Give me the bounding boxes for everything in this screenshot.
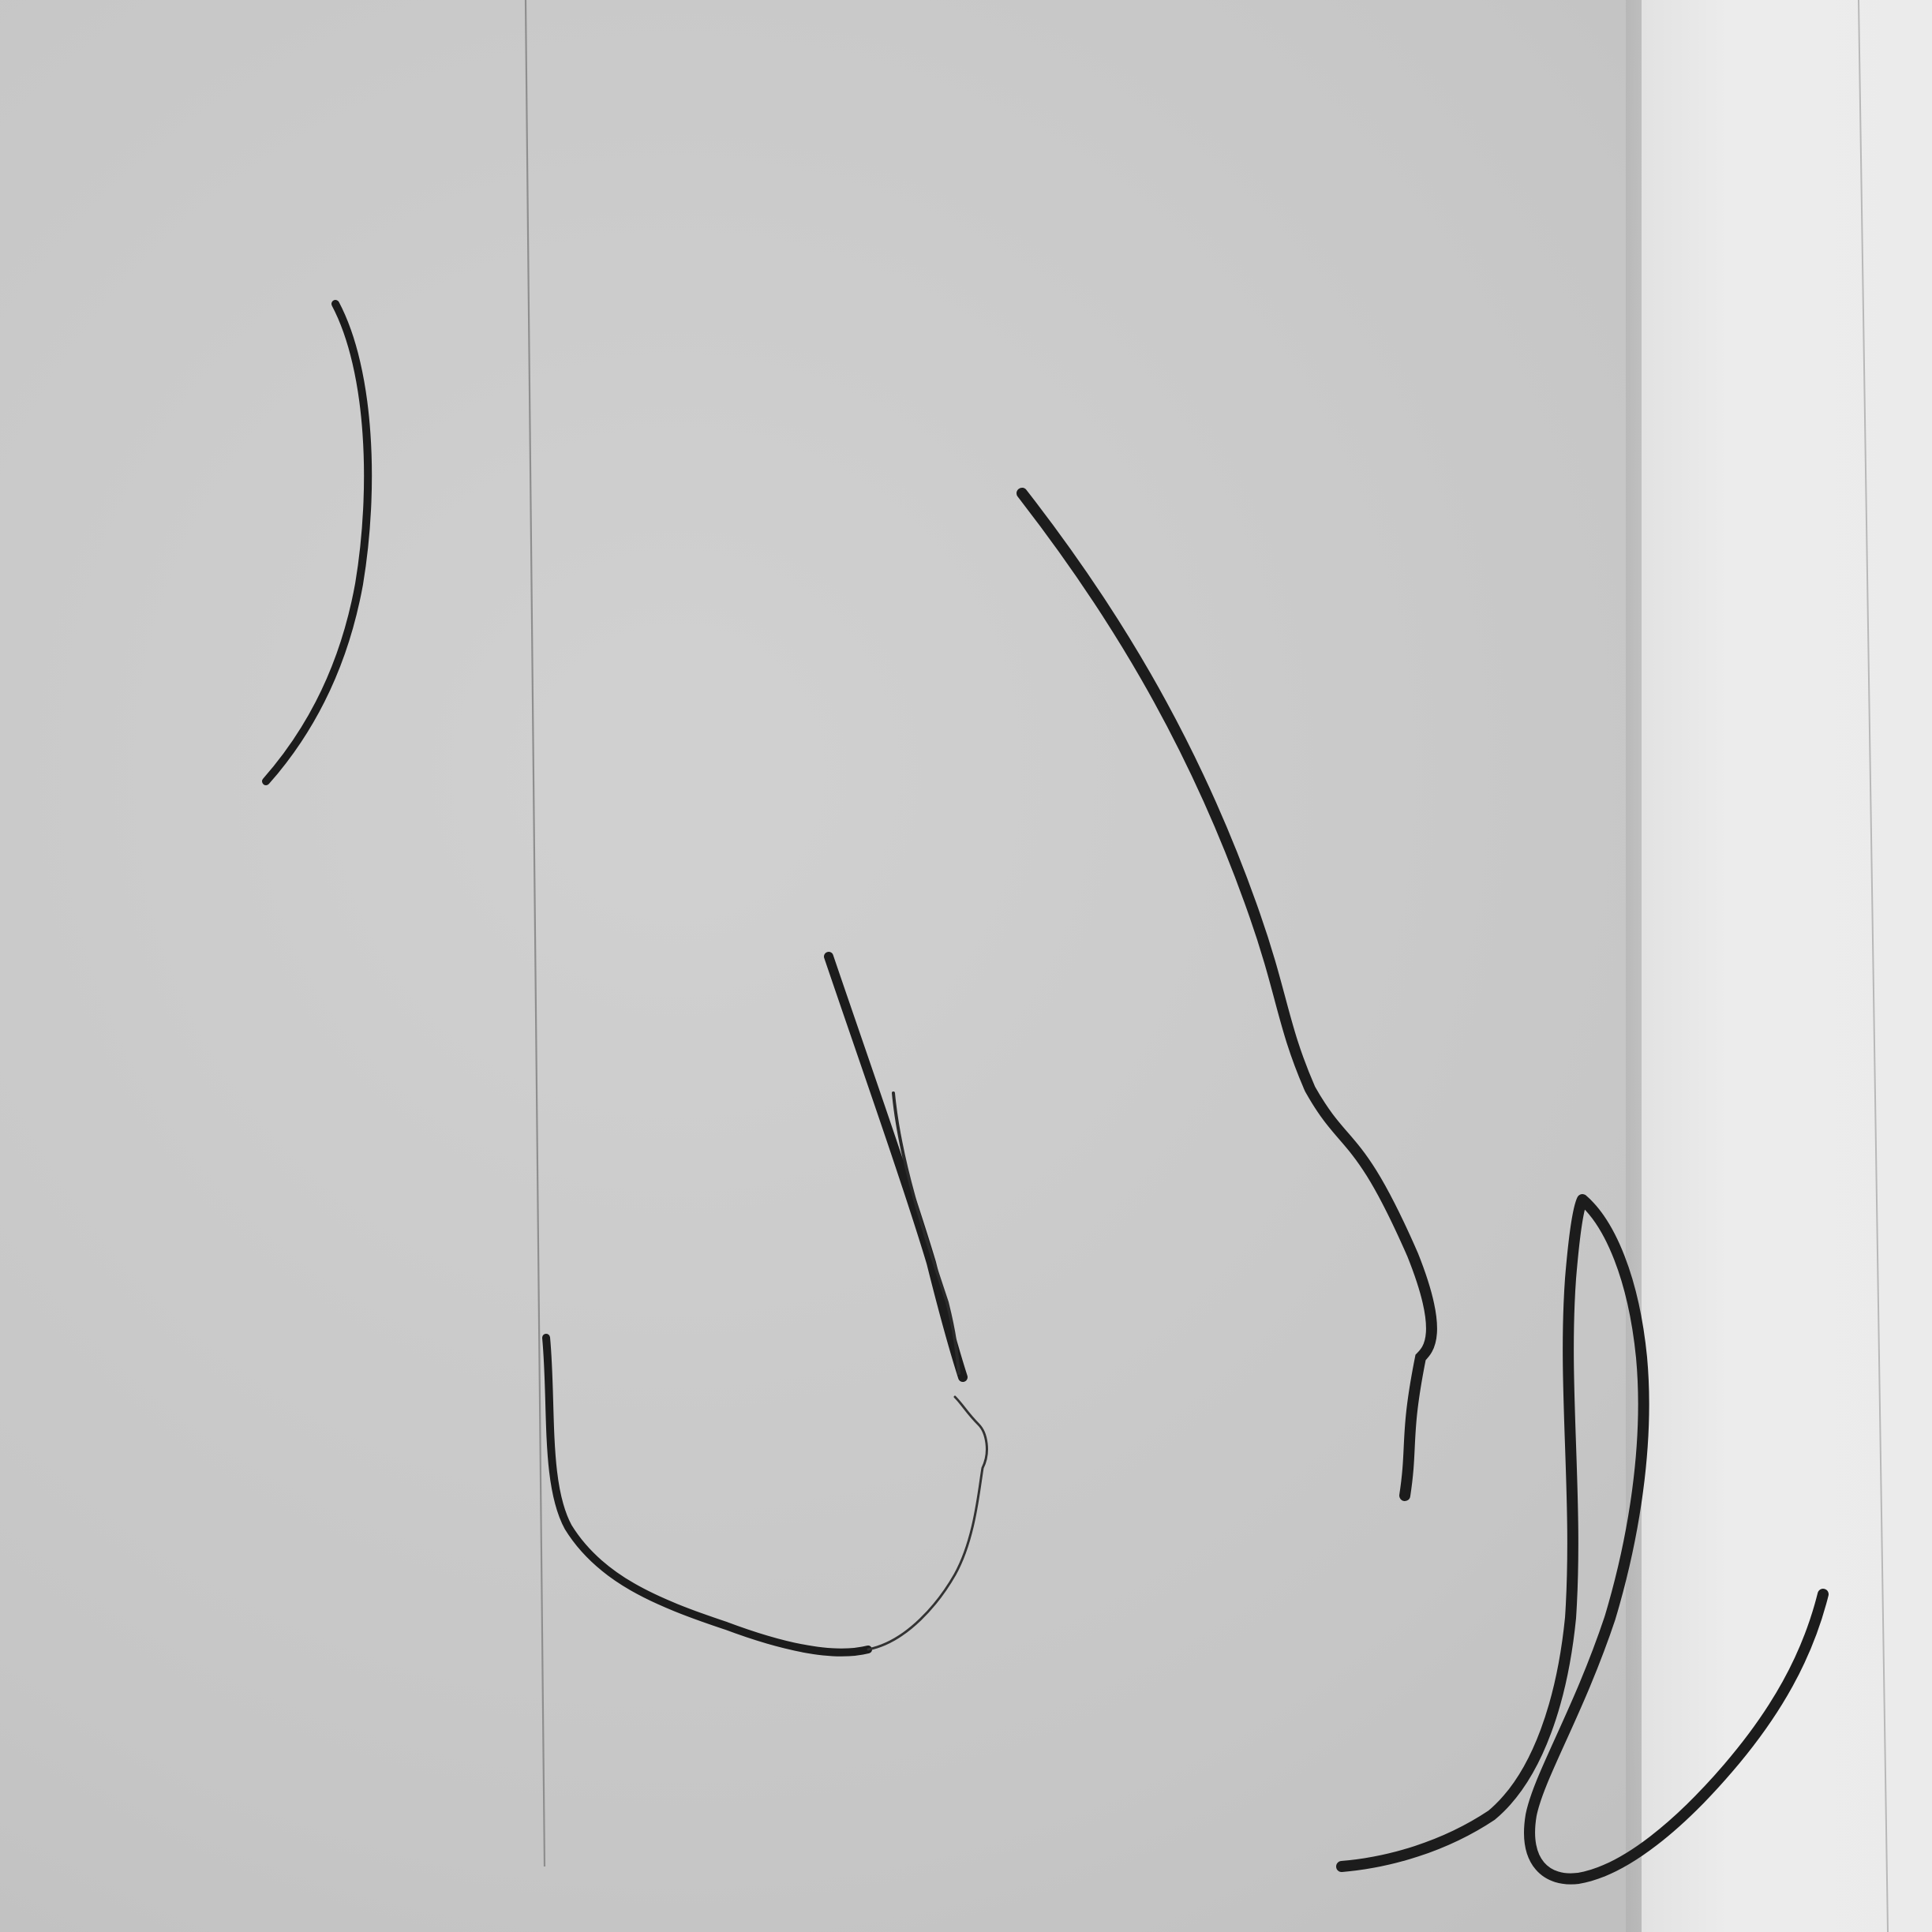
pencil-stroke-cup-edge [868,1397,987,1649]
ink-stroke-bottom-cup [546,1338,868,1653]
ink-stroke-long-diagonal [1022,493,1432,1496]
ink-stroke-middle-needle [829,957,963,1377]
pencil-guide-line [526,0,545,1866]
ink-stroke-bottom-loop [1342,1200,1823,1879]
pencil-guide-line-strip [1859,0,1888,1932]
ink-stroke-left-arc [266,304,368,781]
